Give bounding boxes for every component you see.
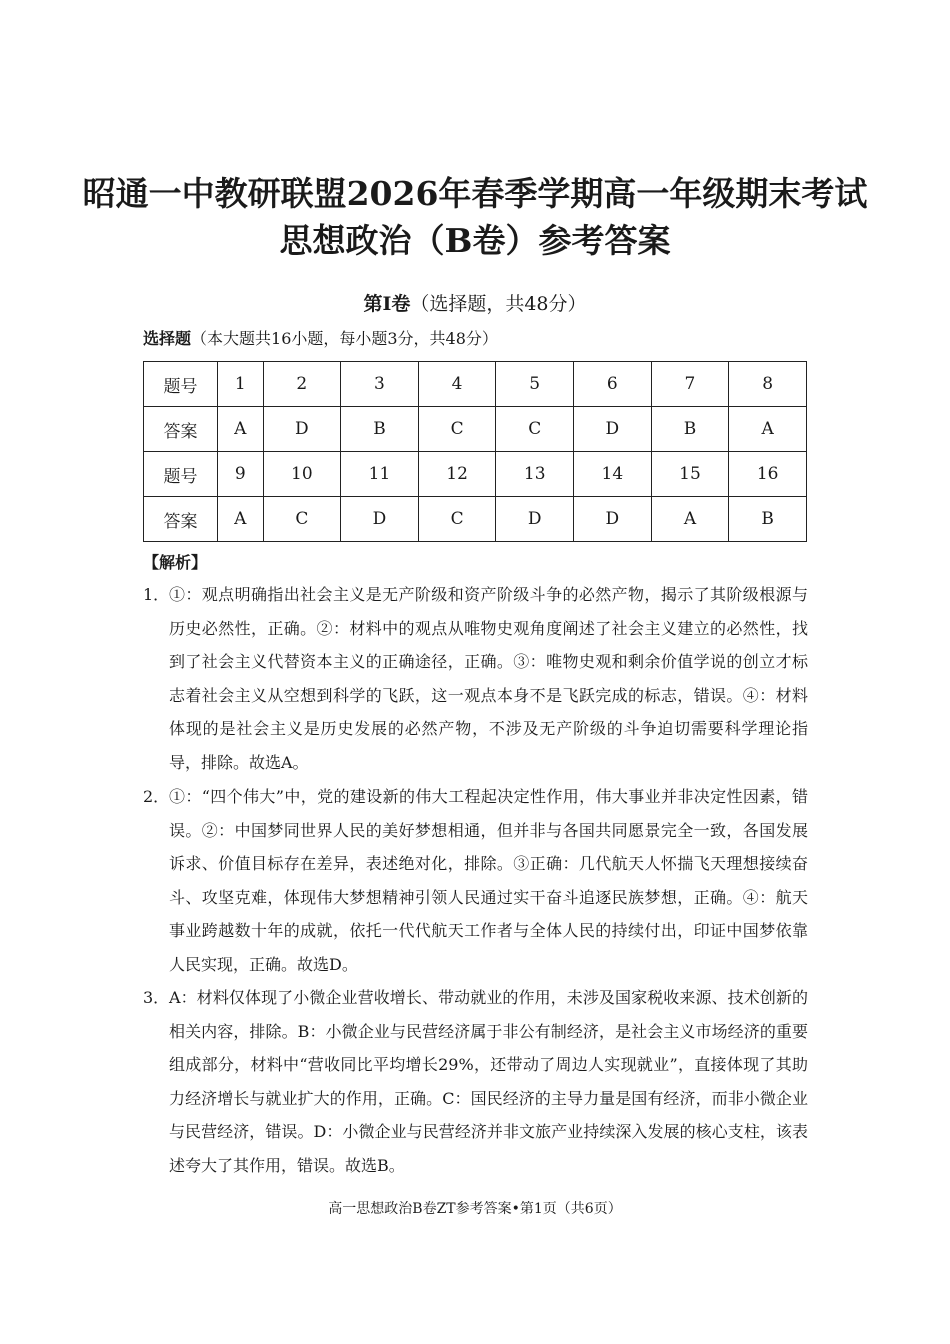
question-number: 2 bbox=[263, 362, 341, 407]
mc-label: 选择题 bbox=[143, 329, 192, 348]
table-row bbox=[144, 407, 807, 452]
table-row bbox=[144, 497, 807, 542]
answer-cell: D bbox=[574, 407, 652, 452]
question-number: 10 bbox=[263, 452, 341, 497]
section-title-bold: 第Ⅰ卷 bbox=[363, 293, 411, 315]
question-number: 9 bbox=[218, 452, 264, 497]
analysis-item bbox=[143, 578, 808, 779]
answer-table bbox=[143, 361, 807, 542]
row-label: 题号 bbox=[144, 362, 218, 407]
answer-cell: C bbox=[496, 407, 574, 452]
answer-cell: D bbox=[574, 497, 652, 542]
answer-cell: B bbox=[729, 497, 807, 542]
question-number: 8 bbox=[729, 362, 807, 407]
section-title-rest: （选择题，共48分） bbox=[410, 293, 587, 315]
question-number: 7 bbox=[651, 362, 729, 407]
answer-cell: D bbox=[496, 497, 574, 542]
question-number: 16 bbox=[729, 452, 807, 497]
analysis-item bbox=[143, 981, 808, 1182]
row-label: 题号 bbox=[144, 452, 218, 497]
answer-cell: D bbox=[341, 497, 419, 542]
document-title: 昭通一中教研联盟2026年春季学期高一年级期末考试 bbox=[82, 174, 868, 213]
analysis-heading: 【解析】 bbox=[143, 553, 208, 572]
table-row bbox=[144, 362, 807, 407]
section-title bbox=[0, 290, 950, 318]
analysis-item-number: 3． bbox=[143, 988, 170, 1007]
answer-cell: A bbox=[729, 407, 807, 452]
question-number: 11 bbox=[341, 452, 419, 497]
table-row bbox=[144, 452, 807, 497]
question-number: 14 bbox=[574, 452, 652, 497]
question-number: 4 bbox=[418, 362, 496, 407]
answer-cell: B bbox=[341, 407, 419, 452]
answer-cell: A bbox=[218, 407, 264, 452]
answer-cell: A bbox=[218, 497, 264, 542]
document-subtitle: 思想政治（B卷）参考答案 bbox=[279, 221, 671, 260]
analysis-item-text: ①：“四个伟大”中，党的建设新的伟大工程起决定性作用，伟大事业并非决定性因素，错误。②：中国梦同世界人民的美好梦想相通，但并非与各国共同愿景完全一致，各国发展诉求、价值目标存在差异，表述绝对化，排除。③正确：几代航天人怀揣飞天理想接续奋斗、攻坚克难，体现伟大梦想精神引领人民通过实干奋斗追逐民族梦想，正确。④：航天事业跨越数十年的成就，依托一代代航天工作者与全体人民的持续付出，印证中国梦依靠人民实现，正确。故选D。 bbox=[169, 787, 808, 974]
analysis-item-number: 2． bbox=[143, 787, 170, 806]
analysis-item bbox=[143, 780, 808, 981]
analysis-item-text: A：材料仅体现了小微企业营收增长、带动就业的作用，未涉及国家税收来源、技术创新的相关内容，排除。B：小微企业与民营经济属于非公有制经济，是社会主义市场经济的重要组成部分，材料中“营收同比平均增长29%，还带动了周边人实现就业”，直接体现了其助力经济增长与就业扩大的作用，正确。C：国民经济的主导力量是国有经济，而非小微企业与民营经济，错误。D：小微企业与民营经济并非文旅产业持续深入发展的核心支柱，该表述夸大了其作用，错误。故选B。 bbox=[169, 988, 808, 1175]
analysis-item-number: 1． bbox=[143, 585, 170, 604]
answer-cell: C bbox=[418, 497, 496, 542]
answer-cell: C bbox=[418, 407, 496, 452]
row-label: 答案 bbox=[144, 407, 218, 452]
mc-intro bbox=[143, 326, 498, 352]
analysis-item-text: ①：观点明确指出社会主义是无产阶级和资产阶级斗争的必然产物，揭示了其阶级根源与历史必然性，正确。②：材料中的观点从唯物史观角度阐述了社会主义建立的必然性，找到了社会主义代替资本主义的正确途径，正确。③：唯物史观和剩余价值学说的创立才标志着社会主义从空想到科学的飞跃，这一观点本身不是飞跃完成的标志，错误。④：材料体现的是社会主义是历史发展的必然产物，不涉及无产阶级的斗争迫切需要科学理论指导，排除。故选A。 bbox=[169, 585, 808, 772]
question-number: 15 bbox=[651, 452, 729, 497]
question-number: 1 bbox=[218, 362, 264, 407]
mc-note: （本大题共16小题，每小题3分，共48分） bbox=[191, 329, 498, 348]
answer-cell: A bbox=[651, 497, 729, 542]
answer-cell: C bbox=[263, 497, 341, 542]
question-number: 5 bbox=[496, 362, 574, 407]
page-footer: 高一思想政治B卷ZT参考答案•第1页（共6页） bbox=[328, 1201, 622, 1217]
row-label: 答案 bbox=[144, 497, 218, 542]
answer-cell: B bbox=[651, 407, 729, 452]
question-number: 12 bbox=[418, 452, 496, 497]
question-number: 13 bbox=[496, 452, 574, 497]
answer-cell: D bbox=[263, 407, 341, 452]
question-number: 6 bbox=[574, 362, 652, 407]
question-number: 3 bbox=[341, 362, 419, 407]
